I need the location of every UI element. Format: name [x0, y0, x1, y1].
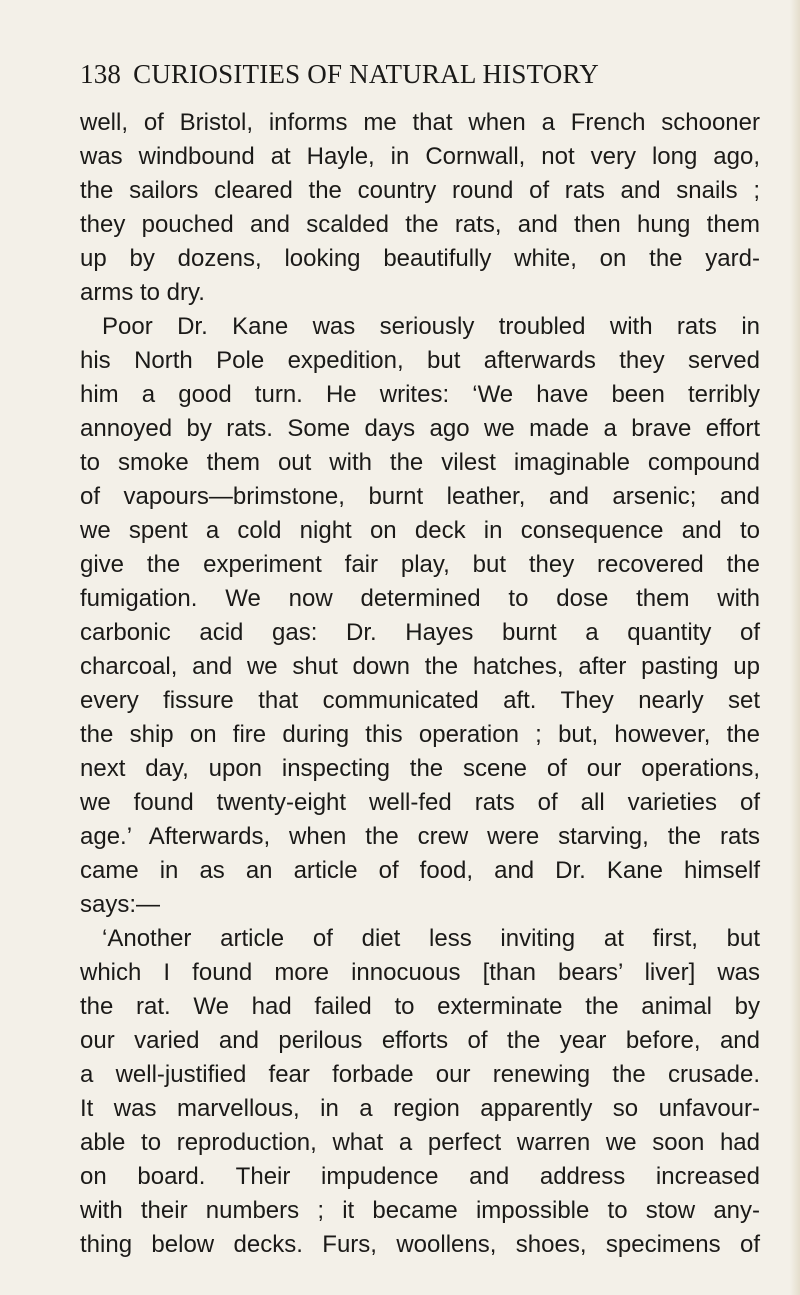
text-line: give the experiment fair play, but they recovered the: [80, 551, 760, 578]
page-edge-shadow: [790, 0, 800, 1295]
text-line: the sailors cleared the country round of rats and snails ;: [80, 177, 760, 204]
text-line: we found twenty-eight well-fed rats of all varieties of: [80, 789, 760, 816]
text-line: the rat. We had failed to exterminate the animal by: [80, 993, 760, 1020]
text-line: ‘Another article of diet less inviting at first, but: [102, 925, 760, 952]
text-line: age.’ Afterwards, when the crew were starving, the rats: [80, 823, 760, 850]
body-text: [80, 106, 760, 1262]
text-line: well, of Bristol, informs me that when a French schooner: [80, 109, 760, 136]
text-line: we spent a cold night on deck in consequence and to: [80, 517, 760, 544]
text-line: It was marvellous, in a region apparently so unfavour-: [80, 1095, 760, 1122]
running-head: [80, 56, 720, 92]
text-line: came in as an article of food, and Dr. Kane himself: [80, 857, 760, 884]
text-line: charcoal, and we shut down the hatches, after pasting up: [80, 653, 760, 680]
text-line: carbonic acid gas: Dr. Hayes burnt a quantity of: [80, 619, 760, 646]
text-line: of vapours—brimstone, burnt leather, and arsenic; and: [80, 483, 760, 510]
text-line: next day, upon inspecting the scene of our operations,: [80, 755, 760, 782]
running-head-title: CURIOSITIES OF NATURAL HISTORY: [133, 59, 599, 89]
text-line: on board. Their impudence and address increased: [80, 1163, 760, 1190]
text-line: the ship on fire during this operation ; but, however, the: [80, 721, 760, 748]
text-line: Poor Dr. Kane was seriously troubled with rats in: [102, 313, 760, 340]
text-line: up by dozens, looking beautifully white, on the yard-: [80, 245, 760, 272]
text-line: every fissure that communicated aft. They nearly set: [80, 687, 760, 714]
text-line: with their numbers ; it became impossible to stow any-: [80, 1197, 760, 1224]
text-line: which I found more innocuous [than bears’ liver] was: [80, 959, 760, 986]
text-line: they pouched and scalded the rats, and then hung them: [80, 211, 760, 238]
text-line: to smoke them out with the vilest imaginable compound: [80, 449, 760, 476]
text-line: his North Pole expedition, but afterwards they served: [80, 347, 760, 374]
text-line: annoyed by rats. Some days ago we made a brave effort: [80, 415, 760, 442]
page-number: 138: [80, 59, 122, 89]
text-line: arms to dry.: [80, 279, 205, 306]
text-line: says:—: [80, 891, 161, 918]
text-line: fumigation. We now determined to dose them with: [80, 585, 760, 612]
text-line: was windbound at Hayle, in Cornwall, not very long ago,: [80, 143, 760, 170]
text-line: our varied and perilous efforts of the year before, and: [80, 1027, 760, 1054]
text-line: a well-justified fear forbade our renewing the crusade.: [80, 1061, 760, 1088]
text-line: him a good turn. He writes: ‘We have been terribly: [80, 381, 760, 408]
text-line: able to reproduction, what a perfect warren we soon had: [80, 1129, 760, 1156]
text-line: thing below decks. Furs, woollens, shoes, specimens of: [80, 1231, 760, 1258]
